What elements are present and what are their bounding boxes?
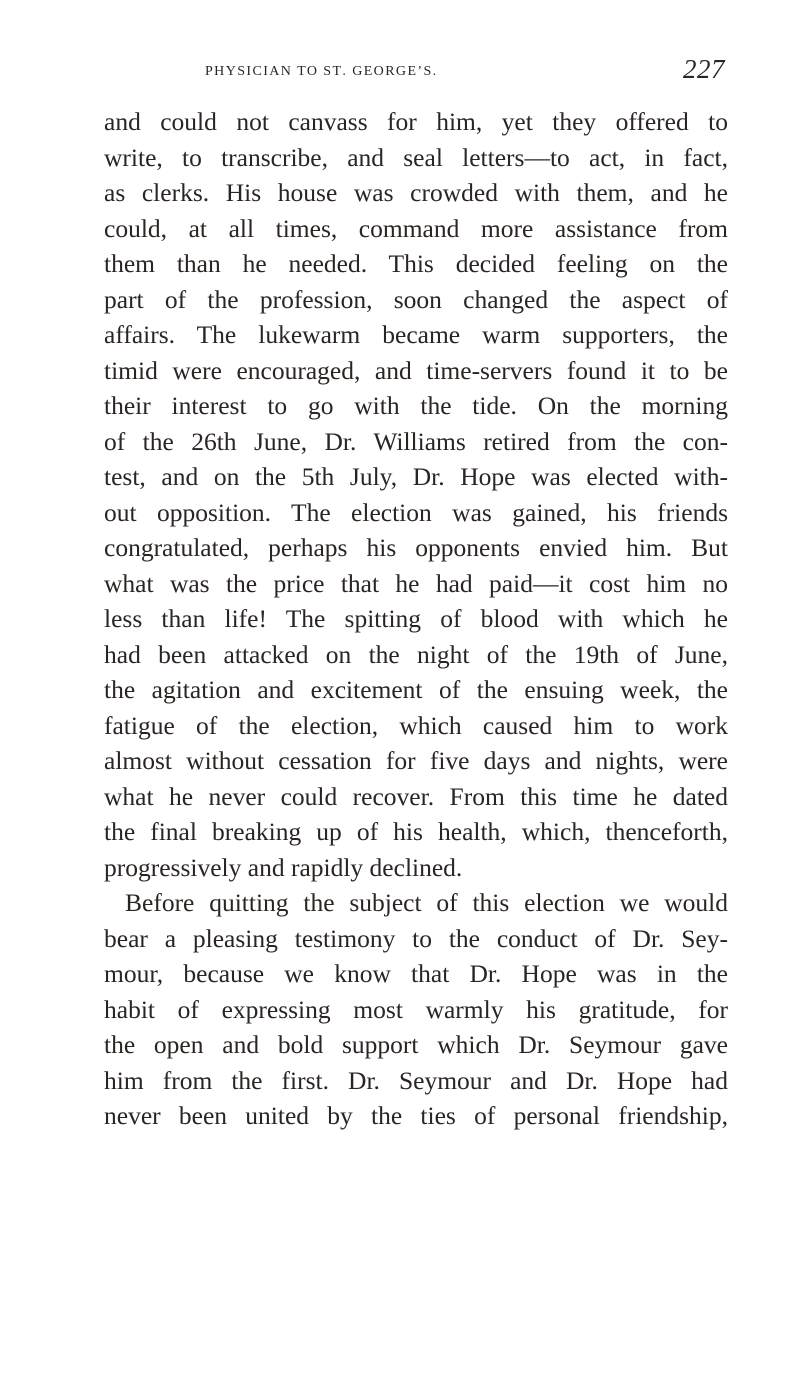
text-line: habit of expressing most warmly his gratitude, for [104,994,728,1024]
text-line: almost without cessation for five days and nights, were [104,746,728,775]
text-line: the final breaking up of his health, which, thenceforth, [104,817,728,846]
text-line: of the 26th June, Dr. Williams retired from the con- [104,426,728,456]
running-title: physician to st. george’s. [205,58,438,80]
text-line: part of the profession, soon changed the aspect of [104,284,728,314]
text-line: the open and bold support which Dr. Seymour gave [104,1030,728,1059]
text-line: out opposition. The election was gained, his friends [104,497,728,527]
text-line: congratulated, perhaps his opponents envied him. But [104,533,728,562]
text-line: and could not canvass for him, yet they offered to [104,107,728,136]
text-line: timid were encouraged, and time-servers found it to be [104,355,728,385]
text-line: him from the first. Dr. Seymour and Dr. Hope had [104,1065,728,1095]
paragraph-end-line: progressively and rapidly declined. [104,852,463,882]
text-line: them than he needed. This decided feeling on the [104,249,728,278]
running-head [205,54,725,88]
paragraph-start-line: Before quitting the subject of this election we would [125,888,728,917]
text-line: their interest to go with the tide. On the morning [104,391,728,420]
text-line: less than life! The spitting of blood with which he [104,604,728,633]
text-line: fatigue of the election, which caused him to work [104,710,728,740]
text-line: write, to transcribe, and seal letters—to act, in fact, [104,142,728,172]
text-line: as clerks. His house was crowded with them, and he [104,178,728,207]
text-line: what he never could recover. From this time he dated [104,781,728,811]
text-line: test, and on the 5th July, Dr. Hope was elected with- [104,462,728,491]
text-line: bear a pleasing testimony to the conduct of Dr. Sey- [104,923,728,953]
text-line: could, at all times, command more assistance from [104,213,728,243]
text-line: mour, because we know that Dr. Hope was in the [104,959,728,988]
body-text [104,104,728,1134]
text-line: the agitation and excitement of the ensuing week, the [104,675,728,704]
text-line: affairs. The lukewarm became warm supporters, the [104,320,728,349]
text-line: had been attacked on the night of the 19th of June, [104,639,728,669]
text-line: what was the price that he had paid—it cost him no [104,568,728,598]
page-number: 227 [683,54,725,84]
text-line: never been united by the ties of personal friendship, [104,1101,728,1130]
